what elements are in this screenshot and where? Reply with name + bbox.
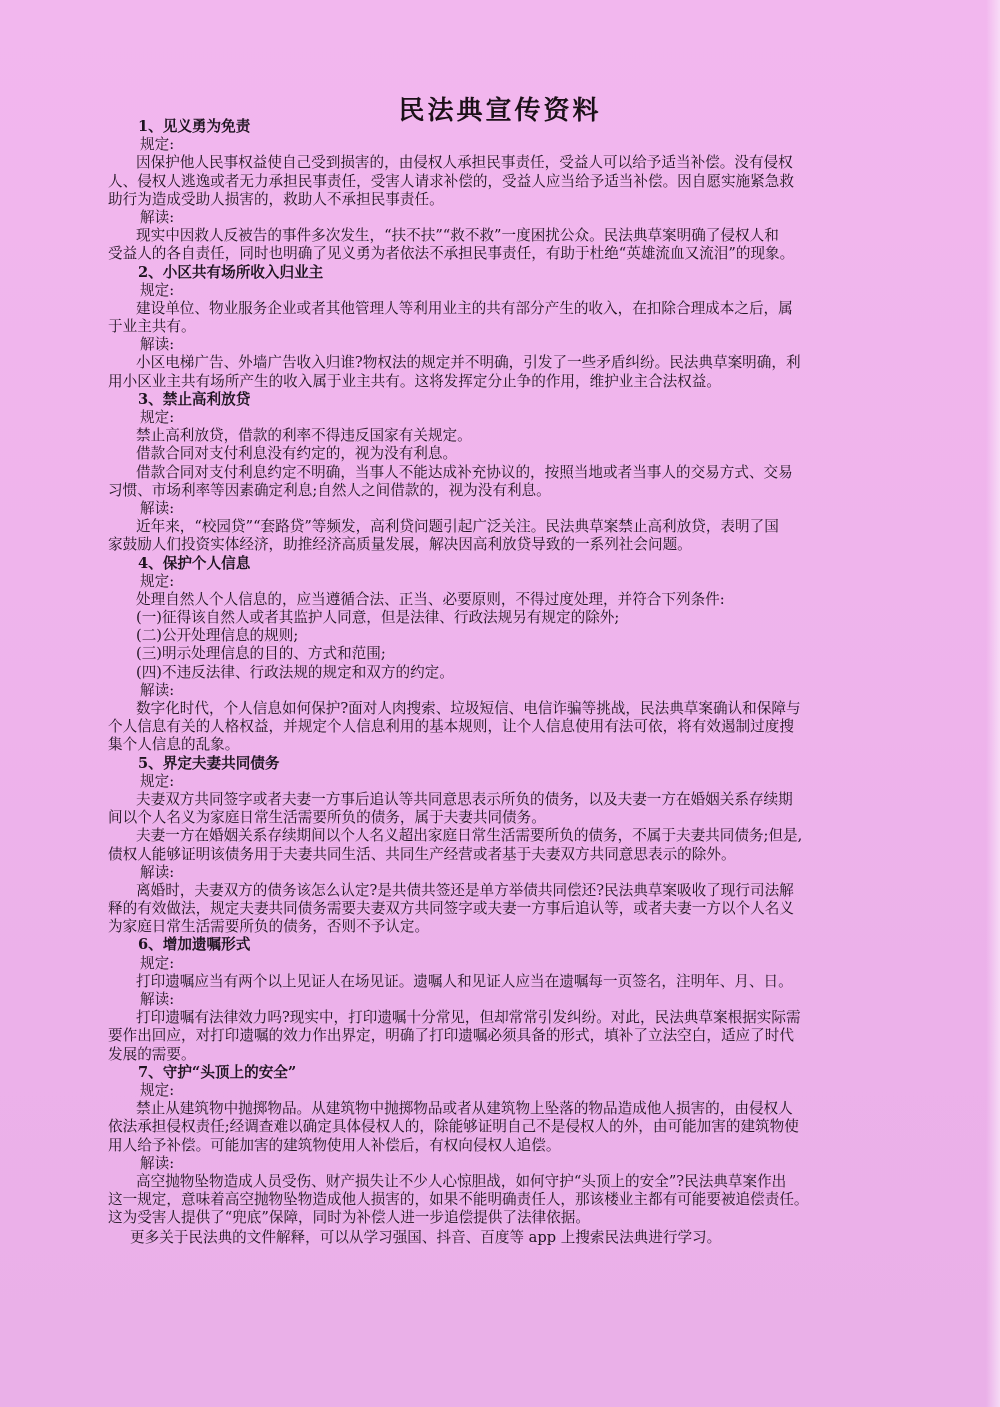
rule-label: 规定: — [140, 409, 175, 426]
explain-line: 要作出回应，对打印遗嘱的效力作出界定，明确了打印遗嘱必须具备的形式，填补了立法空白，适应了时代 — [108, 1027, 794, 1045]
document-title: 民法典宣传资料 — [398, 96, 602, 126]
explain-line: 用小区业主共有场所产生的收入属于业主共有。这将发挥定分止争的作用，维护业主合法权益。 — [108, 372, 721, 390]
explain-label: 解读: — [140, 863, 175, 881]
explain-line: 为家庭日常生活需要所负的债务，否则不予认定。 — [108, 918, 430, 936]
rule-line: 助行为造成受助人损害的，救助人不承担民事责任。 — [108, 190, 444, 208]
explain-line: 家鼓励人们投资实体经济，助推经济高质量发展，解决因高利放贷导致的一系列社会问题。 — [108, 536, 692, 554]
rule-label: 规定: — [140, 954, 175, 972]
rule-line: 依法承担侵权责任;经调查难以确定具体侵权人的，除能够证明自己不是侵权人的外，由可能加害的建筑物使 — [108, 1118, 799, 1136]
explain-label: 解读: — [140, 1154, 175, 1172]
explain-line: 近年来，“校园贷”“套路贷”等频发，高利贷问题引起广泛关注。民法典草案禁止高利放贷，表明了国 — [136, 518, 779, 536]
rule-line: (四)不违反法律、行政法规的规定和双方的约定。 — [136, 663, 454, 681]
explain-line: 这一规定，意味着高空抛物坠物造成他人损害的，如果不能明确责任人，那该楼业主都有可能要被追偿责任。 — [108, 1191, 809, 1209]
section-heading: 2、小区共有场所收入归业主 — [138, 263, 324, 281]
explain-line: 集个人信息的乱象。 — [108, 736, 240, 754]
section-heading: 1、见义勇为免责 — [138, 118, 251, 135]
document-body — [0, 118, 1000, 1248]
rule-line: 于业主共有。 — [108, 318, 196, 336]
rule-line: 夫妻双方共同签字或者夫妻一方事后追认等共同意思表示所负的债务，以及夫妻一方在婚姻关系存续期 — [136, 790, 793, 808]
rule-label: 规定: — [140, 1081, 175, 1099]
explain-label: 解读: — [140, 991, 175, 1008]
rule-line: 人、侵权人逃逸或者无力承担民事责任，受害人请求补偿的，受益人应当给予适当补偿。因自愿实施紧急救 — [108, 172, 794, 190]
explain-line: 离婚时，夫妻双方的债务该怎么认定?是共债共签还是单方举债共同偿还?民法典草案吸收了现行司法解 — [136, 881, 794, 899]
rule-label: 规定: — [140, 136, 175, 154]
explain-label: 解读: — [140, 208, 175, 226]
rule-line: 夫妻一方在婚姻关系存续期间以个人名义超出家庭日常生活需要所负的债务，不属于夫妻共同债务;但是, — [136, 827, 803, 845]
section-heading: 3、禁止高利放贷 — [138, 390, 251, 408]
rule-line: 用人给予补偿。可能加害的建筑物使用人补偿后，有权向侵权人追偿。 — [108, 1136, 561, 1154]
rule-line: 习惯、市场利率等因素确定利息;自然人之间借款的，视为没有利息。 — [108, 481, 551, 499]
explain-line: 这为受害人提供了“兜底”保障，同时为补偿人进一步追偿提供了法律依据。 — [108, 1209, 590, 1227]
section-heading: 6、增加遗嘱形式 — [138, 936, 251, 954]
rule-line: (一)征得该自然人或者其监护人同意，但是法律、行政法规另有规定的除外; — [136, 609, 620, 627]
section-heading: 4、保护个人信息 — [138, 554, 251, 572]
explain-line: 高空抛物坠物造成人员受伤、财产损失让不少人心惊胆战，如何守护“头顶上的安全”?民法典草案作出 — [136, 1172, 787, 1190]
rule-label: 规定: — [140, 572, 175, 590]
explain-line: 现实中因救人反被告的事件多次发生，“扶不扶”“救不救”一度困扰公众。民法典草案明确了侵权人和 — [136, 227, 779, 245]
rule-line: 因保护他人民事权益使自己受到损害的，由侵权人承担民事责任，受益人可以给予适当补偿。没有侵权 — [136, 154, 793, 172]
rule-line: 间以个人名义为家庭日常生活需要所负的债务，属于夫妻共同债务。 — [108, 809, 546, 827]
rule-line: 处理自然人个人信息的，应当遵循合法、正当、必要原则，不得过度处理，并符合下列条件: — [136, 590, 725, 608]
explain-label: 解读: — [140, 499, 175, 517]
rule-line: 债权人能够证明该债务用于夫妻共同生活、共同生产经营或者基于夫妻双方共同意思表示的除外。 — [108, 845, 736, 863]
section-heading: 5、界定夫妻共同债务 — [138, 754, 280, 772]
explain-line: 小区电梯广告、外墙广告收入归谁?物权法的规定并不明确，引发了一些矛盾纠纷。民法典草案明确，利 — [136, 354, 801, 372]
rule-line: 借款合同对支付利息没有约定的，视为没有利息。 — [136, 445, 458, 463]
rule-line: 禁止从建筑物中抛掷物品。从建筑物中抛掷物品或者从建筑物上坠落的物品造成他人损害的，由侵权人 — [136, 1100, 793, 1118]
rule-line: 建设单位、物业服务企业或者其他管理人等利用业主的共有部分产生的收入，在扣除合理成本之后，属 — [136, 299, 793, 317]
explain-label: 解读: — [140, 336, 175, 354]
rule-line: 借款合同对支付利息约定不明确，当事人不能达成补充协议的，按照当地或者当事人的交易方式、交易 — [136, 463, 793, 481]
explain-label: 解读: — [140, 681, 175, 699]
rule-line: 打印遗嘱应当有两个以上见证人在场见证。遗嘱人和见证人应当在遗嘱每一页签名，注明年、月、日。 — [136, 972, 793, 990]
rule-label: 规定: — [140, 281, 175, 299]
rule-line: 禁止高利放贷，借款的利率不得违反国家有关规定。 — [136, 427, 472, 445]
explain-line: 受益人的各自责任，同时也明确了见义勇为者依法不承担民事责任，有助于杜绝“英雄流血又流泪”的现象。 — [108, 245, 795, 263]
rule-line: (二)公开处理信息的规则; — [136, 627, 299, 645]
explain-line: 打印遗嘱有法律效力吗?现实中，打印遗嘱十分常见，但却常常引发纠纷。对此，民法典草案根据实际需 — [136, 1009, 801, 1027]
explain-line: 发展的需要。 — [108, 1045, 196, 1063]
footer-note: 更多关于民法典的文件解释，可以从学习强国、抖音、百度等 app 上搜索民法典进行学习。 — [130, 1229, 722, 1247]
explain-line: 数字化时代，个人信息如何保护?面对人肉搜索、垃圾短信、电信诈骗等挑战，民法典草案确认和保障与 — [136, 700, 801, 717]
rule-line: (三)明示处理信息的目的、方式和范围; — [136, 645, 386, 663]
explain-line: 释的有效做法，规定夫妻共同债务需要夫妻双方共同签字或夫妻一方事后追认等，或者夫妻一方以个人名义 — [108, 900, 794, 918]
explain-line: 个人信息有关的人格权益，并规定个人信息利用的基本规则，让个人信息使用有法可依，将有效遏制过度搜 — [108, 718, 794, 736]
rule-label: 规定: — [140, 772, 175, 790]
section-heading: 7、守护“头顶上的安全” — [138, 1063, 297, 1081]
